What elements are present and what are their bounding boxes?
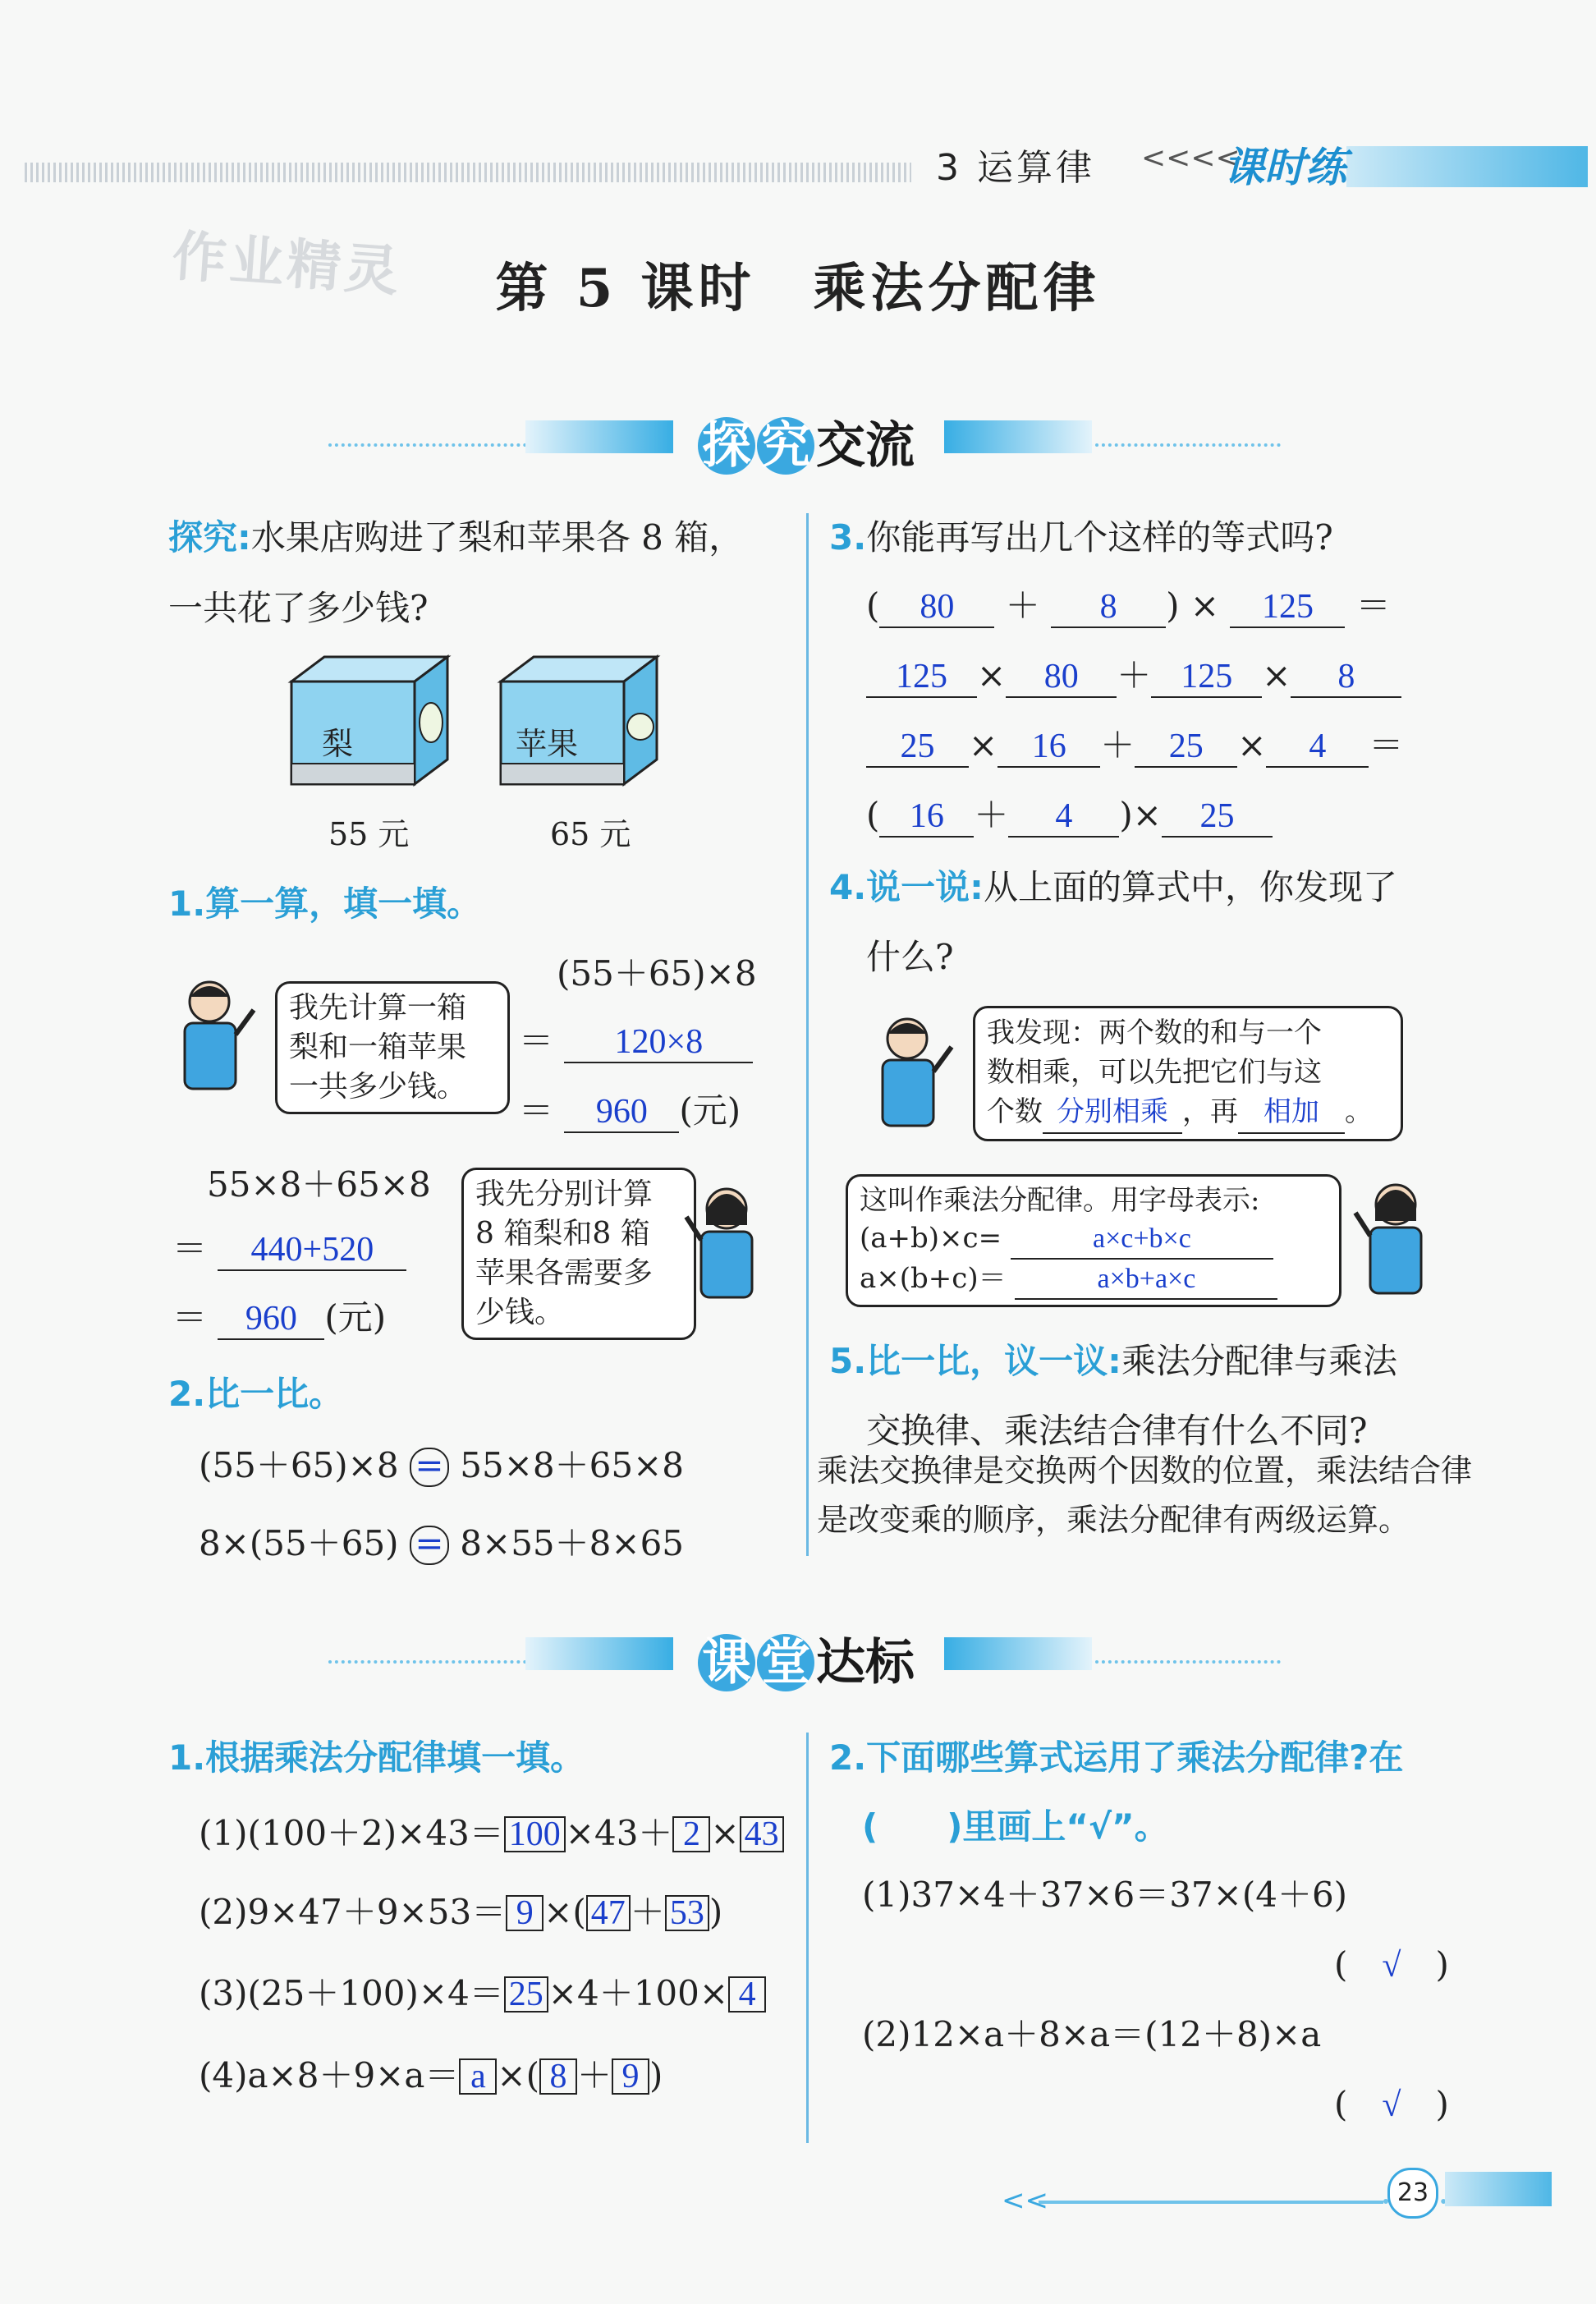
p1-r3-box1[interactable]: 25 (504, 1976, 548, 2013)
q2-row1: (55＋65)×8 = 55×8＋65×8 (199, 1445, 685, 1485)
pear-box (291, 657, 447, 784)
p1-r4-box3[interactable]: 9 (612, 2058, 649, 2095)
banner2-wedge-left (525, 1637, 673, 1670)
p1-row3: (3)(25＋100)×4＝ 25 ×4＋100× 4 (199, 1967, 766, 2016)
header-color-bar (1346, 146, 1588, 187)
column-divider-bottom (806, 1733, 809, 2143)
answer-960-b[interactable]: 960 (218, 1299, 324, 1340)
explore-line1: 探究:水果店购进了梨和苹果各 8 箱， (168, 517, 744, 558)
page-number: 23 (1387, 2168, 1438, 2219)
section-explore-heading: 探 究 交流 (698, 406, 915, 477)
p1-r1-box2[interactable]: 2 (672, 1816, 710, 1852)
q3-r3-blank3[interactable]: 25 (1135, 727, 1237, 768)
q2-heading: 2.比一比。 (168, 1374, 344, 1414)
q3-r4-blank2[interactable]: 4 (1008, 796, 1119, 838)
q3-r4-blank1[interactable]: 16 (879, 796, 974, 838)
p1-r1-box1[interactable]: 100 (504, 1816, 566, 1852)
check-mark-2[interactable]: √ (1382, 2086, 1401, 2124)
p1-r4-box2[interactable]: 8 (539, 2058, 577, 2095)
girl-illustration-2 (1351, 1178, 1441, 1301)
q3-r1-blank2[interactable]: 8 (1051, 587, 1166, 628)
p2-mark1: ( √ ) (1334, 1944, 1449, 1985)
q4-line1: 4.说一说:从上面的算式中，你发现了 (829, 867, 1397, 907)
q1-step3: ＝ 440+520 (172, 1222, 406, 1271)
p2-item1: (1)37×4＋37×6＝37×(4＋6) (862, 1875, 1348, 1915)
header-stripe (25, 163, 911, 182)
brand-logo: 课时练 (1223, 144, 1346, 191)
q3-row2: 125 × 80 ＋ 125 × 8 (866, 649, 1401, 698)
p1-row1: (1)(100＋2)×43＝ 100 ×43＋ 2 × 43 (199, 1806, 784, 1856)
speech-bubble-1: 我先计算一箱 梨和一箱苹果 一共多少钱。 (275, 981, 510, 1114)
q5-answer-line1[interactable]: 乘法交换律是交换两个因数的位置，乘法结合律 (817, 1454, 1473, 1489)
q3-r2-blank4[interactable]: 8 (1291, 657, 1401, 698)
p1-r2-box3[interactable]: 53 (665, 1895, 709, 1931)
q3-r1-blank1[interactable]: 80 (879, 587, 994, 628)
fill-multiply-separately[interactable]: 分别相乘 (1043, 1093, 1182, 1134)
explore-line2: 一共花了多少钱? (168, 588, 429, 628)
p1-r1-box3[interactable]: 43 (740, 1816, 784, 1852)
q5-line1: 5.比一比，议一议:乘法分配律与乘法 (829, 1341, 1397, 1381)
compare-circle-1[interactable]: = (410, 1448, 449, 1487)
q1-step4: ＝ 960 (元) (172, 1291, 386, 1340)
q3-row1: ( 80 ＋ 8 ) × 125 ＝ (866, 579, 1391, 628)
q1-heading: 1.算一算，填一填。 (168, 884, 482, 924)
pear-box-label: 梨 (322, 726, 354, 762)
law-fill-2[interactable]: a×b+a×c (1015, 1260, 1277, 1300)
p2-heading2: ( )里画上“√”。 (862, 1806, 1169, 1847)
q3-r2-blank3[interactable]: 125 (1151, 657, 1262, 698)
q2-row2: 8×(55＋65) = 8×55＋8×65 (199, 1523, 685, 1563)
p1-row2: (2)9×47＋9×53＝ 9 ×( 47 ＋ 53 ) (199, 1892, 723, 1932)
q3-r3-blank4[interactable]: 4 (1266, 727, 1369, 768)
check-mark-1[interactable]: √ (1382, 1947, 1401, 1985)
law-bubble: 这叫作乘法分配律。用字母表示: (a+b)×c= a×c+b×c a×(b+c)＝ a×b+a×c (846, 1174, 1341, 1307)
footer-arrows: << (1002, 2184, 1048, 2217)
p2-heading: 2.下面哪些算式运用了乘法分配律?在 (829, 1737, 1404, 1778)
unit-title: 3 运算律 (936, 147, 1095, 189)
q1-expr1: (55＋65)×8 (557, 953, 757, 994)
q3-heading-line: 3.你能再写出几个这样的等式吗? (829, 517, 1333, 558)
banner-wedge-left (525, 420, 673, 453)
q5-line2: 交换律、乘法结合律有什么不同? (866, 1411, 1368, 1451)
footer-line (1039, 2201, 1383, 2204)
pear-price: 55 元 (328, 816, 410, 852)
p1-r4-box1[interactable]: a (459, 2058, 497, 2095)
p1-r3-box2[interactable]: 4 (728, 1976, 766, 2013)
q4-line2: 什么? (866, 937, 954, 977)
p1-r2-box2[interactable]: 47 (586, 1895, 631, 1931)
q3-r2-blank1[interactable]: 125 (866, 657, 977, 698)
footer-bar (1445, 2172, 1552, 2206)
answer-120x8[interactable]: 120×8 (564, 1022, 753, 1063)
q3-r3-blank2[interactable]: 16 (998, 727, 1100, 768)
watermark: 作业精灵 (170, 224, 404, 304)
fill-add[interactable]: 相加 (1238, 1093, 1345, 1134)
p2-item2: (2)12×a＋8×a＝(12＋8)×a (862, 2014, 1322, 2054)
banner-wedge-right (944, 420, 1092, 453)
p1-r2-box1[interactable]: 9 (506, 1895, 543, 1931)
apple-price: 65 元 (550, 816, 631, 852)
q3-r4-blank3[interactable]: 25 (1162, 796, 1273, 838)
banner2-wedge-right (944, 1637, 1092, 1670)
q5-answer-line2[interactable]: 是改变乘的顺序，乘法分配律有两级运算。 (817, 1503, 1410, 1538)
p1-row4: (4)a×8＋9×a＝ a ×( 8 ＋ 9 ) (199, 2055, 663, 2095)
discovery-bubble: 我发现：两个数的和与一个 数相乘，可以先把它们与这 个数 分别相乘 ，再 相加 。 (973, 1006, 1403, 1141)
answer-960-a[interactable]: 960 (564, 1092, 679, 1133)
q3-r3-blank1[interactable]: 25 (866, 727, 969, 768)
apple-box-label: 苹果 (516, 726, 579, 762)
q3-row4: ( 16 ＋ 4 )× 25 (866, 788, 1273, 838)
section-practice-heading: 课 堂 达标 (698, 1623, 915, 1694)
q3-row3: 25 × 16 ＋ 25 × 4 ＝ (866, 718, 1403, 768)
header-arrows: <<<< (1141, 141, 1241, 175)
q3-r1-blank3[interactable]: 125 (1230, 587, 1345, 628)
speech-bubble-2: 我先分别计算 8 箱梨和8 箱 苹果各需要多 少钱。 (461, 1168, 696, 1340)
p1-heading: 1.根据乘法分配律填一填。 (168, 1737, 585, 1778)
compare-circle-2[interactable]: = (410, 1526, 449, 1565)
girl-illustration (681, 1182, 772, 1306)
lesson-title: 第 5 课时 乘法分配律 (495, 258, 1101, 319)
law-fill-1[interactable]: a×c+b×c (1011, 1220, 1273, 1260)
p2-mark2: ( √ ) (1334, 2084, 1449, 2124)
q3-r2-blank2[interactable]: 80 (1006, 657, 1117, 698)
q1-step2: ＝ 960 (元) (519, 1084, 741, 1133)
boy-illustration (168, 977, 259, 1100)
q1-step1: ＝ 120×8 (519, 1014, 753, 1063)
column-divider-top (806, 513, 809, 1556)
answer-440-520[interactable]: 440+520 (218, 1230, 406, 1271)
boy-illustration-2 (866, 1014, 956, 1137)
q1-expr2: 55×8＋65×8 (207, 1164, 431, 1205)
